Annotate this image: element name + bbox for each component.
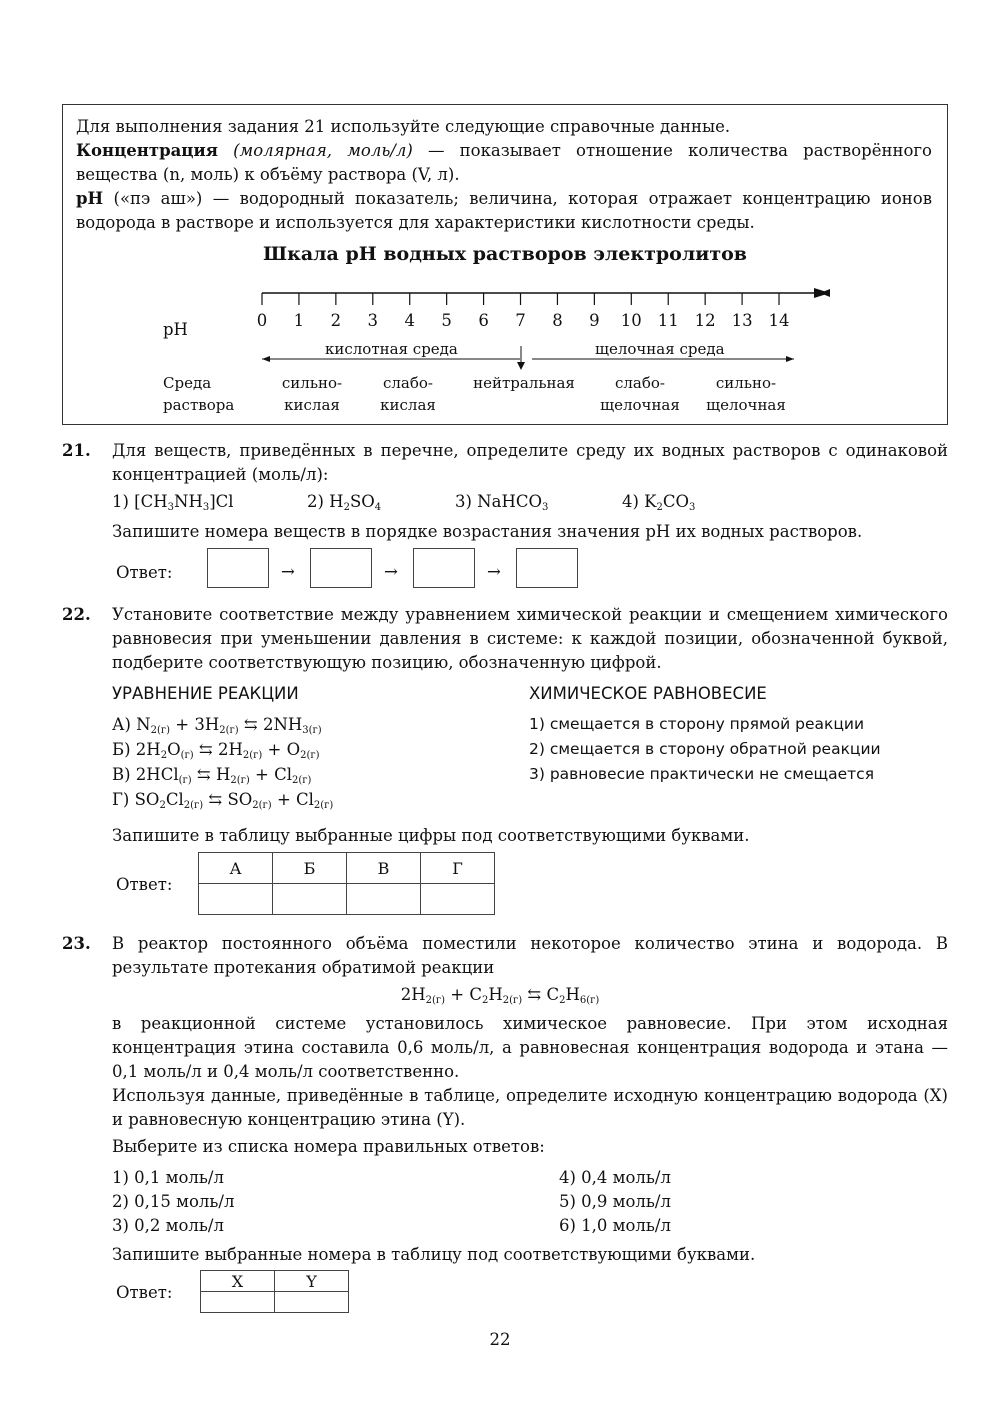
q23-option-5: 5) 0,9 моль/л — [559, 1192, 671, 1211]
q23-answer-table — [200, 1270, 349, 1313]
equilibrium-item-2: 2) смещается в сторону обратной реакции — [529, 740, 881, 758]
q21-arrow-3: → — [487, 562, 501, 581]
ph-value: 13 — [731, 311, 753, 330]
q23-answer-cell-y[interactable] — [275, 1292, 349, 1313]
ph-value: 11 — [657, 311, 679, 330]
q23-option-3: 3) 0,2 моль/л — [112, 1216, 224, 1235]
ph-value: 10 — [620, 311, 642, 330]
ph-value: 7 — [515, 311, 526, 330]
acid-range-arrow — [262, 356, 270, 362]
q23-choose: Выберите из списка номера правильных ответов: — [112, 1137, 545, 1156]
env-label — [163, 372, 234, 416]
q23-options-right — [559, 1166, 671, 1238]
concentration-definition: Концентрация (молярная, моль/л) — показывает отношение количества растворённого вещества (n, моль) к объёму раствора (V, л). — [76, 141, 932, 184]
q22-instruction: Запишите в таблицу выбранные цифры под соответствующими буквами. — [112, 826, 750, 845]
q22-answer-cell-b[interactable] — [273, 884, 347, 915]
q23-option-2: 2) 0,15 моль/л — [112, 1192, 235, 1211]
q23-option-6: 6) 1,0 моль/л — [559, 1216, 671, 1235]
q21-number: 21. — [62, 441, 91, 460]
ph-value: 0 — [256, 311, 268, 330]
q22-col-v: В — [347, 853, 421, 884]
q21-arrow-2: → — [384, 562, 398, 581]
reaction-a: А) $N_{2(г)} + 3H_{2(г)}$ ⇆ $2NH_{3(г)}$ — [112, 715, 322, 736]
env-weak-acid: слабо- кислая — [380, 374, 436, 414]
q21-text: Для веществ, приведённых в перечне, определите среду их водных растворов с одинаковой концентрацией (моль/л): — [112, 441, 948, 484]
env-label-2: раствора — [163, 396, 235, 414]
reference-text — [76, 115, 932, 235]
page-number: 22 — [489, 1330, 511, 1349]
q23-number: 23. — [62, 934, 91, 953]
scale-ticks — [262, 293, 779, 305]
q22-answer-cell-v[interactable] — [347, 884, 421, 915]
neutral-marker-arrow — [517, 362, 525, 370]
ph-value: 8 — [552, 311, 563, 330]
acid-label: кислотная среда — [325, 340, 458, 358]
scale-title: Шкала pH водных растворов электролитов — [263, 243, 747, 265]
env-weak-alkaline: слабо- щелочная — [600, 374, 680, 414]
q23-options-left — [112, 1166, 234, 1238]
q21-option-2: 2) $H_2SO_4$ — [307, 492, 382, 513]
q21-answer-box-2[interactable] — [310, 548, 372, 588]
reaction-v: В) 2HCl$_{(г)}$ ⇆ $H_{2(г)} + Cl_{2(г)}$ — [112, 765, 312, 786]
q23-col-x: X — [201, 1271, 275, 1292]
q22-reactions — [112, 712, 333, 812]
q21-arrow-1: → — [281, 562, 295, 581]
ph-value: 4 — [404, 311, 415, 330]
ph-label: pH — [163, 320, 188, 339]
alkaline-range-arrow — [786, 356, 794, 362]
q23-text-3: Используя данные, приведённые в таблице, определите исходную концентрацию водорода (X) и равновесную концентрацию этина (Y). — [112, 1086, 948, 1129]
equilibrium-item-3: 3) равновесие практически не смещается — [529, 765, 875, 783]
q21-answer-box-1[interactable] — [207, 548, 269, 588]
ph-value: 14 — [768, 311, 790, 330]
env-strong-alkaline: сильно- щелочная — [706, 374, 786, 414]
q23-equation: $2H_{2(г)} + C_2H_{2(г)}$ ⇆ $C_2H_{6(г)}$ — [400, 985, 600, 1006]
q22-col-g: Г — [421, 853, 495, 884]
ph-value: 5 — [441, 311, 452, 330]
q23-option-1: 1) 0,1 моль/л — [112, 1168, 224, 1187]
equilibrium-item-1: 1) смещается в сторону прямой реакции — [529, 715, 865, 733]
q22-left-header: УРАВНЕНИЕ РЕАКЦИИ — [112, 684, 299, 703]
q21-instruction: Запишите номера веществ в порядке возрастания значения pH их водных растворов. — [112, 522, 863, 541]
ph-value: 3 — [367, 311, 379, 330]
reaction-b: Б) $2H_2O_{(г)}$ ⇆ $2H_{2(г)} + O_{2(г)}$ — [112, 740, 320, 761]
q23-answer-label: Ответ: — [116, 1283, 173, 1302]
q22-answer-cell-a[interactable] — [199, 884, 273, 915]
q21-answer-label: Ответ: — [116, 563, 173, 582]
ph-value: 12 — [694, 311, 716, 330]
scale-axis-arrow — [814, 288, 830, 298]
env-neutral: нейтральная — [473, 374, 575, 392]
q21-option-3: 3) NaHCO$_3$ — [455, 492, 549, 513]
q22-equilibrium-list — [529, 712, 881, 787]
q21-option-4: 4) $K_2CO_3$ — [622, 492, 696, 513]
q23-instruction: Запишите выбранные номера в таблицу под соответствующими буквами. — [112, 1245, 756, 1264]
q22-col-a: А — [199, 853, 273, 884]
q22-text: Установите соответствие между уравнением химической реакции и смещением химического равновесия при уменьшении давления в системе: к каждой позиции, обозначенной буквой, подберите соответствующую позицию, обозначенную цифрой. — [112, 605, 948, 672]
q22-number: 22. — [62, 605, 91, 624]
q22-answer-table — [198, 852, 495, 915]
ph-value: 9 — [589, 311, 600, 330]
ph-definition: pH («пэ аш») — водородный показатель; величина, которая отражает концентрацию ионов водорода в растворе и используется для характеристики кислотности среды. — [76, 189, 932, 232]
q23-text-2: в реакционной системе установилось химическое равновесие. При этом исходная концентрация этина составила 0,6 моль/л, а равновесная концентрация водорода и этана — 0,1 моль/л и 0,4 моль/л соответственно. — [112, 1014, 948, 1081]
q22-right-header: ХИМИЧЕСКОЕ РАВНОВЕСИЕ — [529, 684, 767, 703]
q22-col-b: Б — [273, 853, 347, 884]
reaction-g: Г) $SO_2Cl_{2(г)}$ ⇆ $SO_{2(г)} + Cl_{2(г)}$ — [112, 790, 334, 811]
q22-answer-cell-g[interactable] — [421, 884, 495, 915]
ph-value: 1 — [293, 311, 305, 330]
q21-answer-box-3[interactable] — [413, 548, 475, 588]
ph-value: 2 — [330, 311, 342, 330]
q21-option-1: 1) $[CH_3NH_3]Cl$ — [112, 492, 234, 513]
ph-value: 6 — [478, 311, 489, 330]
q22-answer-label: Ответ: — [116, 875, 173, 894]
env-strong-acid: сильно- кислая — [281, 374, 343, 414]
q23-option-4: 4) 0,4 моль/л — [559, 1168, 671, 1187]
env-label-1: Среда — [163, 374, 212, 392]
q21-answer-box-4[interactable] — [516, 548, 578, 588]
q23-col-y: Y — [275, 1271, 349, 1292]
reference-intro: Для выполнения задания 21 используйте следующие справочные данные. — [76, 117, 731, 136]
q23-text-1: В реактор постоянного объёма поместили некоторое количество этина и водорода. В результате протекания обратимой реакции — [112, 934, 948, 977]
alkaline-label: щелочная среда — [595, 340, 725, 358]
q23-answer-cell-x[interactable] — [201, 1292, 275, 1313]
